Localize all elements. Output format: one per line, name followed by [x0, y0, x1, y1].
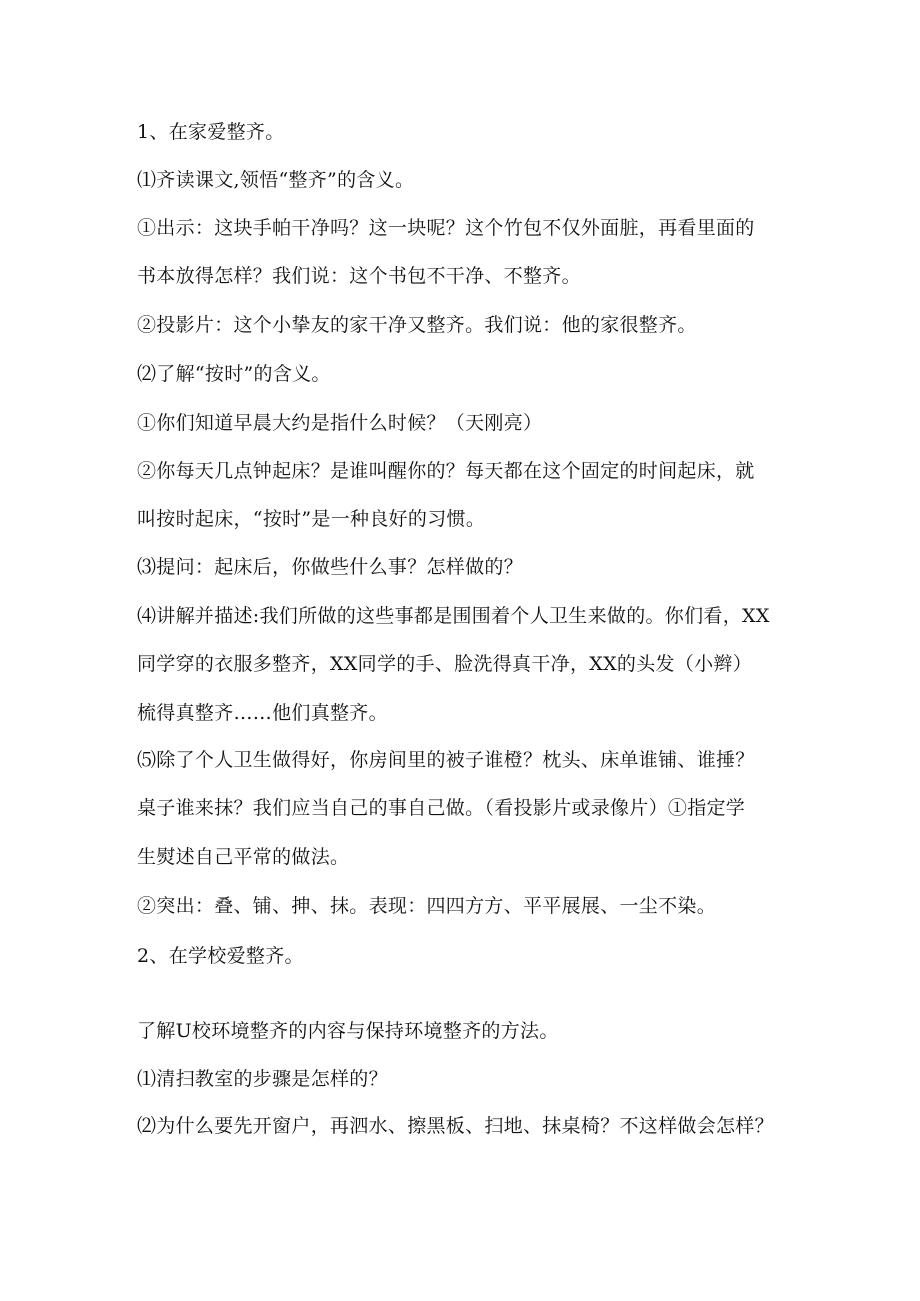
- paragraph-line: 同学穿的衣服多整齐，XX同学的手、脸洗得真干净，XX的头发（小辫）: [137, 653, 753, 675]
- heading-school-tidy: 2、在学校爱整齐。: [137, 945, 304, 967]
- paragraph-line: ②突出：叠、铺、抻、抹。表现：四四方方、平平展展、一尘不染。: [137, 895, 717, 917]
- paragraph-line: ⑵了解“按时”的含义。: [137, 363, 331, 385]
- paragraph-line: ⑶提问：起床后，你做些什么事？怎样做的？: [137, 556, 524, 578]
- paragraph-line: ⑸除了个人卫生做得好，你房间里的被子谁橙？枕头、床单谁铺、谁捶？: [137, 749, 755, 771]
- paragraph-line: ⑴清扫教室的步骤是怎样的？: [137, 1068, 388, 1090]
- paragraph-line: 生熨述自己平常的做法。: [137, 846, 350, 868]
- paragraph-line: 梳得真整齐……他们真整齐。: [137, 702, 388, 724]
- paragraph-line: 桌子谁来抹？我们应当自己的事自己做。（看投影片或录像片）①指定学: [137, 797, 746, 819]
- heading-home-tidy: 1、在家爱整齐。: [137, 121, 285, 143]
- paragraph-line: 了解U校环境整齐的内容与保持环境整齐的方法。: [137, 1020, 559, 1042]
- paragraph-line: ⑵为什么要先开窗户，再泗水、擦黑板、扫地、抹桌椅？不这样做会怎样？: [137, 1115, 774, 1137]
- paragraph-line: ⑷讲解并描述:我们所做的这些事都是围围着个人卫生来做的。你们看，XX: [137, 605, 770, 627]
- paragraph-line: ①你们知道早晨大约是指什么时候？（天刚亮）: [137, 412, 543, 434]
- paragraph-line: 书本放得怎样？我们说：这个书包不干净、不整齐。: [137, 265, 581, 287]
- paragraph-line: ②你每天几点钟起床？是谁叫醒你的？每天都在这个固定的时间起床，就: [137, 460, 755, 482]
- paragraph-line: ①出示：这块手帕干净吗？这一块呢？这个竹包不仅外面脏，再看里面的: [137, 217, 755, 239]
- paragraph-line: 叫按时起床，“按时”是一种良好的习惯。: [137, 508, 486, 530]
- paragraph-line: ②投影片：这个小挚友的家干净又整齐。我们说：他的家很整齐。: [137, 314, 697, 336]
- paragraph-line: ⑴齐读课文,领悟“整齐”的含义。: [137, 169, 415, 191]
